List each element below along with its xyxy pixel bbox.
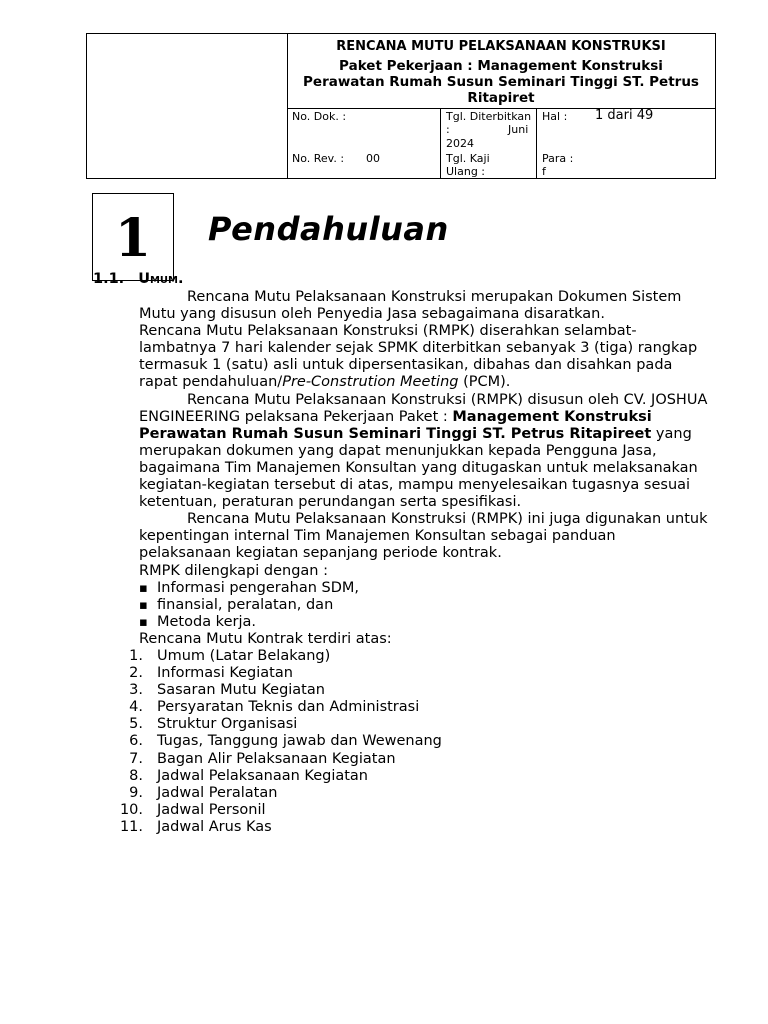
logo-cell (87, 34, 288, 178)
header-title-cell (287, 34, 715, 109)
contents-item-text: Informasi Kegiatan (157, 665, 293, 682)
paragraph-2-italic: Pre-Constrution Meeting (282, 374, 459, 391)
section-title: Umum. (138, 271, 184, 287)
document-header-table (86, 33, 716, 179)
paragraph-4: Rencana Mutu Pelaksanaan Konstruksi (RMPK) ini juga digunakan untuk kepentingan internal Tim Manajemen Konsultan sebagai panduan pelaksanaan kegiatan sepanjang periode kontrak. (139, 511, 708, 562)
contents-item (129, 750, 709, 768)
paragraph-2-text: Rencana Mutu Pelaksanaan Konstruksi (RMPK) diserahkan selambat-lambatnya 7 hari kalender sejak SPMK diterbitkan sebanyak 3 (tiga) rangkap termasuk 1 (satu) asli untuk dipersentasikan, dibahas dan disahkan pada rapat pendahuluan/ (139, 323, 698, 391)
contents-item-number: 10. (119, 801, 143, 818)
contents-item (129, 767, 709, 785)
contents-item (129, 699, 709, 716)
contents-item-number: 4. (129, 699, 143, 716)
tgl-year: 2024 (446, 137, 474, 150)
contents-item-text: Umum (Latar Belakang) (157, 647, 331, 664)
contents-item (129, 784, 709, 802)
contents-item-number: 11. (119, 818, 143, 835)
tgl-colon: : (446, 123, 450, 136)
paragraph-2 (139, 323, 709, 391)
tgl-kaji-label: Tgl. Kaji (446, 152, 490, 165)
chapter-number-box (92, 193, 174, 281)
contents-item-number: 9. (129, 784, 143, 801)
contents-item (119, 801, 709, 819)
section-heading (93, 271, 184, 287)
contents-item-text: Jadwal Peralatan (157, 784, 278, 801)
paragraph-3-text: Rencana Mutu Pelaksanaan Konstruksi (RMPK) disusun oleh CV. JOSHUA ENGINEERING pelaksana Pekerjaan Paket : (139, 391, 708, 425)
contents-item-text: Persyaratan Teknis dan Administrasi (157, 699, 420, 716)
contents-item-number: 1. (129, 647, 143, 664)
contents-item-number: 2. (129, 665, 143, 682)
contents-item-text: Bagan Alir Pelaksanaan Kegiatan (157, 750, 396, 767)
para-label: Para : (542, 152, 574, 165)
section-body (119, 289, 709, 836)
contents-item-number: 5. (129, 716, 143, 733)
bullet-item: ▪ Informasi pengerahan SDM, (139, 580, 709, 597)
contents-item (129, 733, 709, 750)
paragraph-6: Rencana Mutu Kontrak terdiri atas: (139, 630, 392, 647)
tgl-diterbitkan-label: Tgl. Diterbitkan (446, 110, 532, 123)
package-name (287, 58, 715, 106)
package-line-2: Perawatan Rumah Susun Seminari Tinggi ST. Petrus (303, 74, 699, 90)
paragraph-3-end: yang merupakan dokumen yang dapat menunjukkan kepada Pengguna Jasa, bagaimana Tim Manajemen Konsultan yang ditugaskan untuk melaksanakan kegiatan-kegiatan tersebut di atas, mampu menyelesaikan tugasnya sesuai ketentuan, peraturan perundangan serta spesifikasi. (139, 425, 698, 511)
no-dok-label: No. Dok. : (292, 110, 347, 123)
bullet-item: ▪ finansial, peralatan, dan (139, 597, 709, 614)
contents-item-number: 7. (129, 750, 143, 767)
package-line-1: Paket Pekerjaan : Management Konstruksi (339, 58, 663, 74)
contents-item (129, 647, 709, 665)
tgl-month: Juni (508, 123, 529, 136)
contents-item-text: Struktur Organisasi (157, 716, 298, 733)
tgl-kaji-label-2: Ulang : (446, 165, 486, 178)
contents-item-number: 8. (129, 767, 143, 784)
bullet-list (139, 580, 709, 631)
table-divider (440, 108, 441, 178)
table-divider (536, 108, 537, 178)
no-rev-label: No. Rev. : (292, 152, 345, 165)
contents-item-text: Jadwal Pelaksanaan Kegiatan (157, 767, 368, 784)
contents-item-number: 3. (129, 682, 143, 699)
chapter-title: Pendahuluan (208, 210, 449, 248)
contents-item-text: Jadwal Personil (157, 801, 266, 818)
paragraph-2-end: (PCM). (458, 374, 511, 391)
paragraph-3 (139, 392, 709, 512)
paragraph-5: RMPK dilengkapi dengan : (139, 562, 328, 579)
contents-item (129, 682, 709, 699)
contents-item-text: Sasaran Mutu Kegiatan (157, 682, 325, 699)
section-number: 1.1. (93, 271, 125, 287)
contents-item (129, 665, 709, 682)
chapter-number: 1 (114, 208, 152, 269)
contents-item-text: Tugas, Tanggung jawab dan Wewenang (157, 733, 442, 750)
contents-item (129, 716, 709, 733)
package-line-3: Ritapiret (467, 90, 535, 106)
contents-list (119, 647, 709, 836)
paragraph-3-package: Management Konstruksi Perawatan Rumah Susun Seminari Tinggi ST. Petrus Ritapireet (139, 408, 652, 442)
contents-item-number: 6. (129, 733, 143, 750)
contents-item-text: Jadwal Arus Kas (157, 818, 272, 835)
hal-value: 1 dari 49 (595, 108, 654, 123)
hal-label: Hal : (542, 110, 568, 123)
no-rev-value: 00 (366, 152, 380, 165)
contents-item (119, 818, 709, 836)
paragraph-1: Rencana Mutu Pelaksanaan Konstruksi merupakan Dokumen Sistem Mutu yang disusun oleh Penyedia Jasa sebagaimana disaratkan. (139, 289, 682, 323)
para-value: f (542, 165, 546, 178)
bullet-item: ▪ Metoda kerja. (139, 614, 709, 631)
document-title: RENCANA MUTU PELAKSANAAN KONSTRUKSI (336, 39, 666, 54)
